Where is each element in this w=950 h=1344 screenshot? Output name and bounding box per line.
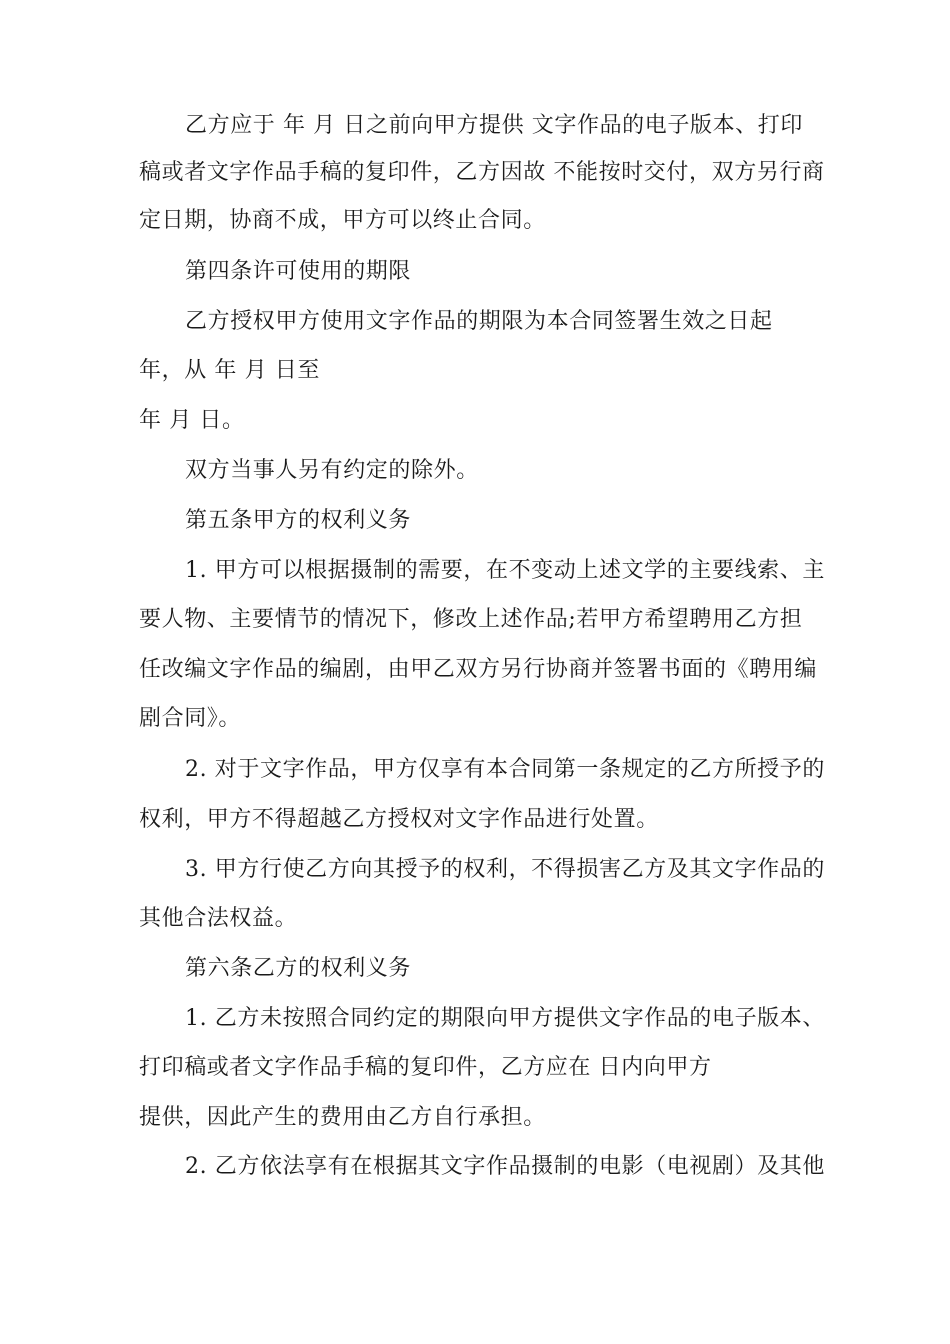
- text-line: 2. 乙方依法享有在根据其文字作品摄制的电影（电视剧）及其他: [185, 1154, 825, 1179]
- text-line: 任改编文字作品的编剧，由甲乙双方另行协商并签署书面的《聘用编: [139, 657, 818, 682]
- text-line: 定日期，协商不成，甲方可以终止合同。: [139, 208, 546, 233]
- text-line: 其他合法权益。: [139, 906, 298, 931]
- text-line: 稿或者文字作品手稿的复印件，乙方因故 不能按时交付，双方另行商: [139, 160, 825, 185]
- text-line: 年 月 日。: [139, 408, 245, 433]
- section-heading: 第五条甲方的权利义务: [185, 508, 412, 533]
- text-line: 要人物、主要情节的情况下，修改上述作品;若甲方希望聘用乙方担: [139, 607, 803, 632]
- section-heading: 第六条乙方的权利义务: [185, 956, 412, 981]
- text-line: 2. 对于文字作品，甲方仅享有本合同第一条规定的乙方所授予的: [185, 757, 825, 782]
- text-line: 权利，甲方不得超越乙方授权对文字作品进行处置。: [139, 807, 659, 832]
- text-line: 双方当事人另有约定的除外。: [185, 458, 479, 483]
- text-line: 剧合同》。: [139, 706, 242, 731]
- text-line: 打印稿或者文字作品手稿的复印件，乙方应在 日内向甲方: [139, 1055, 712, 1080]
- text-line: 提供，因此产生的费用由乙方自行承担。: [139, 1105, 546, 1130]
- text-line: 1. 乙方未按照合同约定的期限向甲方提供文字作品的电子版本、: [185, 1006, 825, 1031]
- text-line: 年，从 年 月 日至: [139, 358, 320, 383]
- section-heading: 第四条许可使用的期限: [185, 259, 412, 284]
- text-line: 乙方授权甲方使用文字作品的期限为本合同签署生效之日起: [185, 309, 773, 334]
- text-line: 乙方应于 年 月 日之前向甲方提供 文字作品的电子版本、打印: [185, 113, 803, 138]
- text-line: 1. 甲方可以根据摄制的需要，在不变动上述文学的主要线索、主: [185, 558, 825, 583]
- text-line: 3. 甲方行使乙方向其授予的权利，不得损害乙方及其文字作品的: [185, 857, 825, 882]
